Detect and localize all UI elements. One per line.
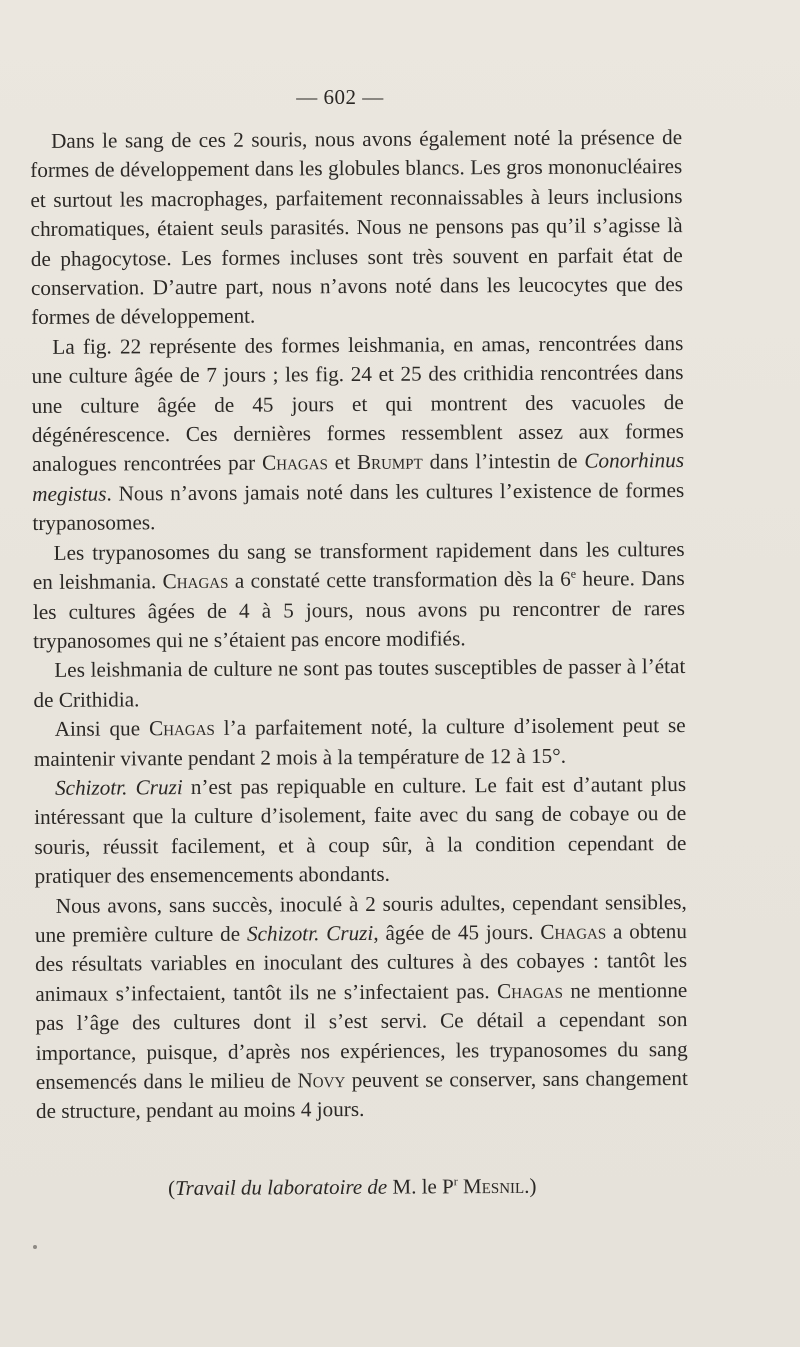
paragraph-4: Les leishmania de culture ne sont pas toutes susceptibles de passer à l’état de Crithidia. [33, 654, 686, 712]
paragraph-3-text-a: Les trypanosomes du sang se transforment rapidement dans les cultures en leishmania. [32, 536, 685, 595]
credit-open-paren: ( [168, 1175, 176, 1200]
paragraph-1: Dans le sang de ces 2 souris, nous avons également noté la présence de formes de développement dans les globules blancs. Les gros mononucléaires et surtout les macrophages, parfaitement reconnaissables à leurs inclusions chromatiques, étaient seuls parasités. Nous ne pensons pas qu’il s’agisse là de phagocytose. Les formes incluses sont très souvent en parfait état de conservation. D’autre part, nous n’avons noté dans les leucocytes que des formes de développement. [30, 125, 684, 330]
paragraph-7 [35, 888, 688, 1127]
author-brumpt: Brumpt [356, 450, 423, 475]
paragraph-6 [34, 770, 687, 892]
paragraph-2 [31, 329, 684, 539]
credit-mid: M. le P [387, 1174, 454, 1199]
paragraph-2-text-c: dans l’intestin de [422, 449, 585, 475]
paragraph-6-text-a: n’est pas repiquable en culture. Le fait est d’autant plus intéressant que la culture d’isolement, faite avec du sang de cobaye ou de souris, réussit facilement, et à coup sûr, à la condition cependant de pratiquer des ensemencements abondants. [34, 771, 687, 889]
page-number: — 602 — [296, 85, 384, 109]
species-name: Schizotr. Cruzi [54, 775, 183, 800]
paragraph-5-text-b: l’a parfaitement noté, la culture d’isolement peut se maintenir vivante pendant 2 mois à la température de 12 à 15°. [33, 713, 686, 771]
paragraph-3 [33, 535, 686, 657]
paragraph-2-text-b: et [327, 450, 357, 475]
paragraph-3-text-c: heure. Dans les cultures âgées de 4 à 5 jours, nous avons pu rencontrer de rares trypanosomes qui ne s’étaient pas encore modifiés. [32, 566, 686, 653]
superscript-e: e [570, 566, 577, 581]
paragraph-3-text-b: a constaté cette transformation dès la 6 [228, 566, 571, 593]
author-novy: Novy [297, 1068, 346, 1093]
credit-superscript: r [453, 1174, 458, 1189]
laboratory-credit [168, 1174, 536, 1201]
paragraph-7-text-c: a obtenu des résultats variables en inoculant des cultures à des cobayes : tantôt les animaux s’infectaient, tantôt ils ne s’infectaient pas. [35, 918, 688, 1006]
credit-travail: Travail du laboratoire de [174, 1174, 388, 1200]
species-name: Conorhinus megistus [32, 448, 685, 506]
paragraph-7-text-e: peuvent se conserver, sans changement de structure, pendant au moins 4 jours. [35, 1065, 688, 1124]
paragraph-7-text-d: ne mentionne pas l’âge des cultures dont il s’est servi. Ce détail a cependant son importance, puisque, d’après nos expériences, les trypanosomes du sang ensemencés dans le milieu de [35, 977, 688, 1094]
body-text [30, 123, 688, 1127]
author-chagas: Chagas [162, 568, 229, 594]
paragraph-7-text-b: , âgée de 45 jours. [373, 919, 541, 945]
paragraph-2-text-d: . Nous n’avons jamais noté dans les cultures l’existence de formes trypanosomes. [32, 477, 685, 536]
paragraph-5-text-a: Ainsi que [54, 716, 150, 741]
paragraph-2-text-a: La fig. 22 représente des formes leishmania, en amas, rencontrées dans une culture âgée de 7 jours ; les fig. 24 et 25 des crithidia rencontrées dans une culture âgée de 45 jours et qui montrent des vacuoles de dégénérescence. Ces dernières formes ressemblent assez aux formes analogues rencontrées par [31, 330, 684, 477]
paper-speck [33, 1245, 37, 1249]
author-chagas: Chagas [261, 450, 328, 476]
author-mesnil: Mesnil [462, 1173, 525, 1199]
paragraph-7-text-a: Nous avons, sans succès, inoculé à 2 souris adultes, cependant sensibles, une première culture de [34, 889, 687, 947]
paragraph-5 [34, 711, 686, 774]
author-chagas: Chagas [497, 978, 563, 1003]
credit-close: .) [524, 1173, 537, 1198]
author-chagas: Chagas [148, 716, 215, 741]
author-chagas: Chagas [540, 919, 607, 944]
species-name: Schizotr. Cruzi [246, 920, 374, 946]
